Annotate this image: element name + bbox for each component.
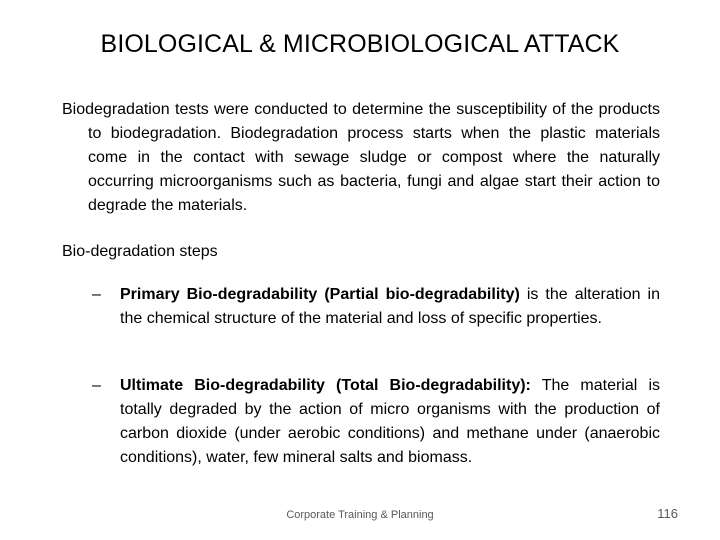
step-item-ultimate: [92, 374, 660, 470]
slide-title: BIOLOGICAL & MICROBIOLOGICAL ATTACK: [100, 30, 620, 58]
page-number: 116: [657, 506, 678, 521]
footer-text: Corporate Training & Planning: [286, 509, 434, 521]
steps-heading: Bio-degradation steps: [62, 243, 218, 260]
step-item-primary: [92, 283, 660, 331]
step-text: [120, 283, 660, 331]
step-description: The material is totally degraded by the action of micro organisms with the production of carbon dioxide (under aerobic conditions) and methane under (anaerobic conditions), water, few mineral salts and biomass.: [120, 377, 660, 466]
step-term: Ultimate Bio-degradability (Total Bio-degradability):: [120, 377, 531, 394]
step-term: Primary Bio-degradability (Partial bio-degradability): [120, 286, 520, 303]
dash-bullet: –: [92, 286, 101, 303]
step-description: is the alteration in the chemical structure of the material and loss of specific properties.: [120, 286, 661, 327]
intro-paragraph: Biodegradation tests were conducted to determine the susceptibility of the products to biodegradation. Biodegradation process starts when the plastic materials come in the contact with sewage sludge or compost where the naturally occurring microorganisms such as bacteria, fungi and algae start their action to degrade the materials.: [62, 101, 660, 214]
step-text: [120, 374, 660, 470]
dash-bullet: –: [92, 377, 101, 394]
